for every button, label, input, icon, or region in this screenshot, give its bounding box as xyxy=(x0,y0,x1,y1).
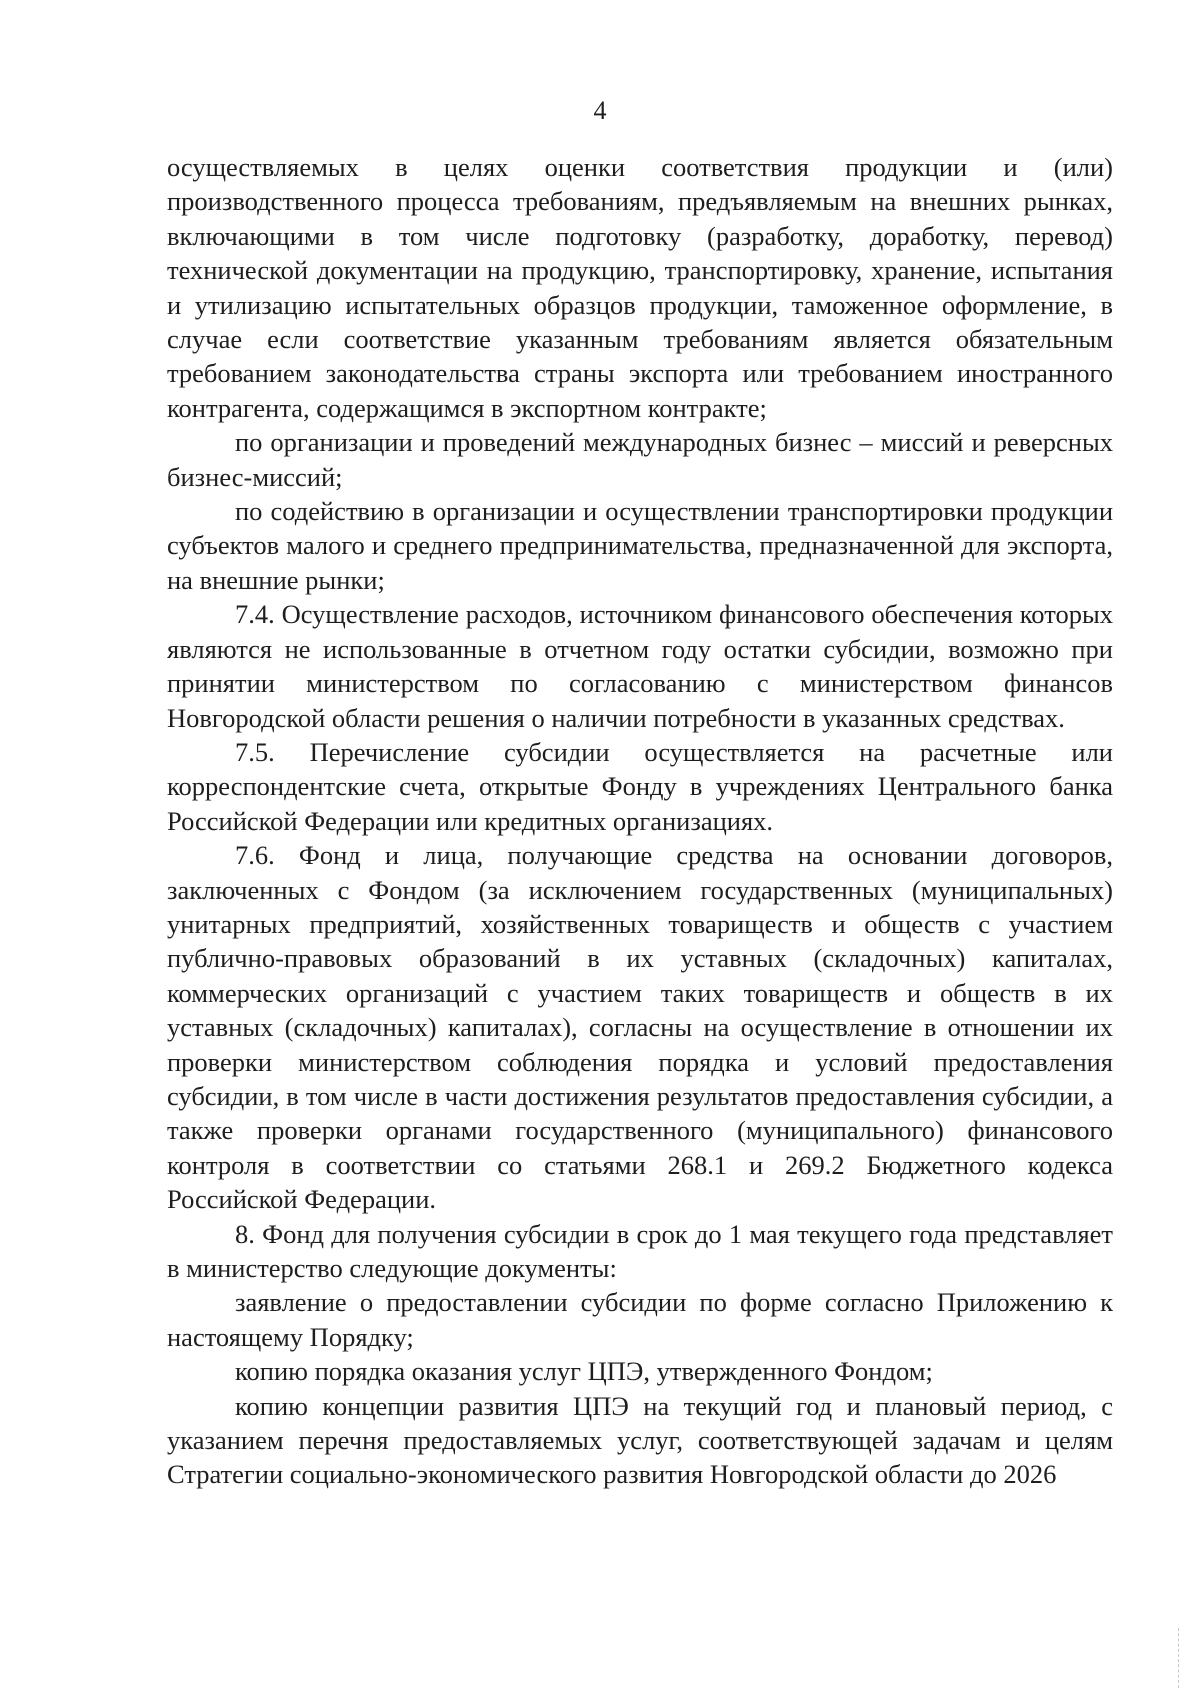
paragraph-services-order: копию порядка оказания услуг ЦПЭ, утвержденного Фондом; xyxy=(235,1356,933,1387)
paragraph-business-missions: по организации и проведений международных бизнес – миссий и реверсных бизнес-миссий; xyxy=(167,427,1113,492)
paragraph-8: 8. Фонд для получения субсидии в срок до 1 мая текущего года представляет в министерство следующие документы: xyxy=(167,1218,1113,1283)
page-number: 4 xyxy=(593,96,607,125)
paragraph-transportation: по содействию в организации и осуществлении транспортировки продукции субъектов малого и среднего предпринимательства, предназначенной для экспорта, на внешние рынки; xyxy=(167,496,1113,595)
paragraph-7-6: 7.6. Фонд и лица, получающие средства на основании договоров, заключенных с Фондом (за исключением государственных (муниципальных) унитарных предприятий, хозяйственных товариществ и обществ с участием публично-правовых образований в их уставных (складочных) капиталах, коммерческих организаций с участием таких товариществ и обществ в их уставных (складочных) капиталах), согласны на осуществление в отношении их проверки министерством соблюдения порядка и условий предоставления субсидии, в том числе в части достижения результатов предоставления субсидии, а также проверки органами государственного (муниципального) финансового контроля в соответствии со статьями 268.1 и 269.2 Бюджетного кодекса Российской Федерации. xyxy=(167,840,1113,1215)
paragraph-continuation: осуществляемых в целях оценки соответствия продукции и (или) производственного процесса требованиям, предъявляемым на внешних рынках, включающими в том числе подготовку (разработку, доработку, перевод) технической документации на продукцию, транспортировку, хранение, испытания и утилизацию испытательных образцов продукции, таможенное оформление, в случае если соответствие указанным требованиям является обязательным требованием законодательства страны экспорта или требованием иностранного контрагента, содержащимся в экспортном контракте; xyxy=(167,152,1113,423)
document-body xyxy=(167,150,1113,1492)
scan-artifact xyxy=(1178,1628,1182,1688)
paragraph-concept: копию концепции развития ЦПЭ на текущий год и плановый период, с указанием перечня предоставляемых услуг, соответствующей задачам и целям Стратегии социально-экономического развития Новгородской области до 2026 xyxy=(167,1390,1113,1490)
paragraph-7-5: 7.5. Перечисление субсидии осуществляется на расчетные или корреспондентские счета, открытые Фонду в учреждениях Центрального банка Российской Федерации или кредитных организациях. xyxy=(167,736,1113,836)
paragraph-7-4: 7.4. Осуществление расходов, источником финансового обеспечения которых являются не использованные в отчетном году остатки субсидии, возможно при принятии министерством по согласованию с министерством финансов Новгородской области решения о наличии потребности в указанных средствах. xyxy=(167,599,1113,733)
paragraph-application: заявление о предоставлении субсидии по форме согласно Приложению к настоящему Порядку; xyxy=(167,1287,1113,1352)
